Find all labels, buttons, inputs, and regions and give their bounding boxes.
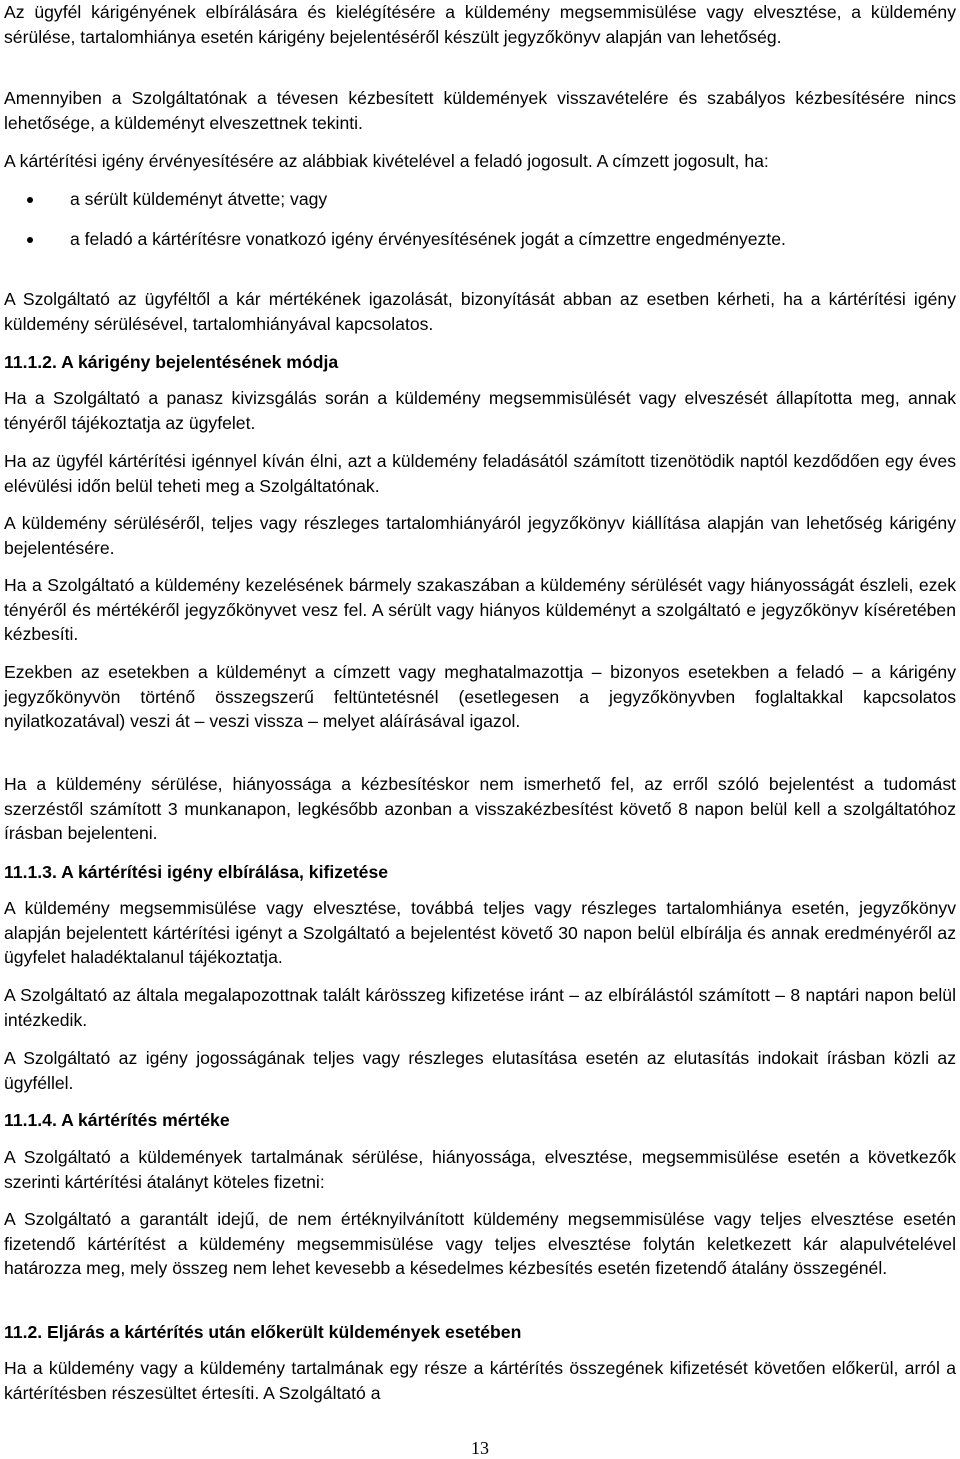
paragraph-hidden-damage: Ha a küldemény sérülése, hiányossága a kézbesítéskor nem ismerhető fel, az erről szóló bejelentést a tudomást szerzéstől számított 3 munkanapon, legkésőbb azonban a visszakézbesítést követő 8 napon belül kell a szolgáltatóhoz írásban bejelenteni. xyxy=(4,774,956,843)
list-item xyxy=(4,227,956,252)
paragraph-rejection: A Szolgáltató az igény jogosságának teljes vagy részleges elutasítása esetén az elutasítás indokait írásban közli az ügyféllel. xyxy=(4,1048,956,1093)
paragraph-assessment-deadline: A küldemény megsemmisülése vagy elvesztése, továbbá teljes vagy részleges tartalomhiánya esetén, jegyzőkönyv alapján bejelentett kártérítési igényt a Szolgáltató a bejelentést követő 30 napon belül elbírálja és annak eredményéről az ügyfelet haladéktalanul tájékoztatja. xyxy=(4,898,956,967)
paragraph-investigation: Ha a Szolgáltató a panasz kivizsgálás során a küldemény megsemmisülését vagy elveszését állapította meg, annak tényéről tájékoztatja az ügyfelet. xyxy=(4,388,956,433)
paragraph-lost-items: Amennyiben a Szolgáltatónak a tévesen kézbesített küldemények visszavételére és szabályos kézbesítésére nincs lehetősége, a küldeményt elveszettnek tekinti. xyxy=(4,88,956,133)
entitlement-list xyxy=(4,187,956,251)
bullet-icon xyxy=(27,197,33,203)
paragraph-claim-basis: Az ügyfél kárigényének elbírálására és kielégítésére a küldemény megsemmisülése vagy elvesztése, a küldemény sérülése, tartalomhiánya esetén kárigény bejelentéséről készült jegyzőkönyv alapján van lehetőség. xyxy=(4,2,956,47)
paragraph-flat-rate: A Szolgáltató a küldemények tartalmának sérülése, hiányossága, elvesztése, megsemmisülése esetén a következők szerinti kártérítési átalányt köteles fizetni: xyxy=(4,1147,956,1192)
paragraph-guaranteed-delivery: A Szolgáltató a garantált idejű, de nem értéknyilvánított küldemény megsemmisülése vagy teljes elvesztése esetén fizetendő kártérítést a küldemény megsemmisülése vagy teljes elvesztése folytán keletkezett kár alapulvételével határozza meg, mely összeg nem lehet kevesebb a késedelmes kézbesítés esetén fizetendő átalány összegénél. xyxy=(4,1209,956,1278)
list-item-text: a feladó a kártérítésre vonatkozó igény érvényesítésének jogát a címzettre engedményezte. xyxy=(70,228,786,249)
paragraph-claim-deadline: Ha az ügyfél kártérítési igénnyel kíván élni, azt a küldemény feladásától számított tizenötödik naptól kezdődően egy éves elévülési időn belül teheti meg a Szolgáltatónak. xyxy=(4,451,956,496)
bullet-icon xyxy=(27,237,33,243)
page-number: 13 xyxy=(471,1438,489,1458)
paragraph-damage-report: A küldemény sérüléséről, teljes vagy részleges tartalomhiányáról jegyzőkönyv kiállítása alapján van lehetőség kárigény bejelentésére. xyxy=(4,513,956,558)
heading-claim-assessment: 11.1.3. A kártérítési igény elbírálása, kifizetése xyxy=(4,862,389,882)
list-item xyxy=(4,187,956,212)
paragraph-payment: A Szolgáltató az általa megalapozottnak talált kárösszeg kifizetése iránt – az elbírálástól számított – 8 naptári napon belül intézkedik. xyxy=(4,985,956,1030)
paragraph-entitled-party: A kártérítési igény érvényesítésére az alábbiak kivételével a feladó jogosult. A címzett jogosult, ha: xyxy=(4,151,769,171)
heading-recovered-items: 11.2. Eljárás a kártérítés után előkerült küldemények esetében xyxy=(4,1322,522,1342)
paragraph-damage-detection: Ha a Szolgáltató a küldemény kezelésének bármely szakaszában a küldemény sérülését vagy hiányosságát észleli, ezek tényéről és mértékéről jegyzőkönyvet vesz fel. A sérült vagy hiányos küldeményt a szolgáltató e jegyzőkönyv kíséretében kézbesíti. xyxy=(4,575,956,644)
heading-claim-method: 11.1.2. A kárigény bejelentésének módja xyxy=(4,352,339,372)
paragraph-recovered-notice: Ha a küldemény vagy a küldemény tartalmának egy része a kártérítés összegének kifizetését követően előkerül, arról a kártérítésben részesültet értesíti. A Szolgáltató a xyxy=(4,1358,956,1403)
list-item-text: a sérült küldeményt átvette; vagy xyxy=(70,189,328,209)
paragraph-proof-of-damage: A Szolgáltató az ügyféltől a kár mértékének igazolását, bizonyítását abban az esetben kérheti, ha a kártérítési igény küldemény sérülésével, tartalomhiányával kapcsolatos. xyxy=(4,289,956,334)
heading-compensation-amount: 11.1.4. A kártérítés mértéke xyxy=(4,1110,230,1130)
paragraph-recipient-acceptance: Ezekben az esetekben a küldeményt a címzett vagy meghatalmazottja – bizonyos esetekben a feladó – a kárigény jegyzőkönyvön történő összegszerű feltüntetésnél (esetlegesen a jegyzőkönyvben foglaltakkal kapcsolatos nyilatkozatával) veszi át – veszi vissza – melyet aláírásával igazol. xyxy=(4,662,956,731)
